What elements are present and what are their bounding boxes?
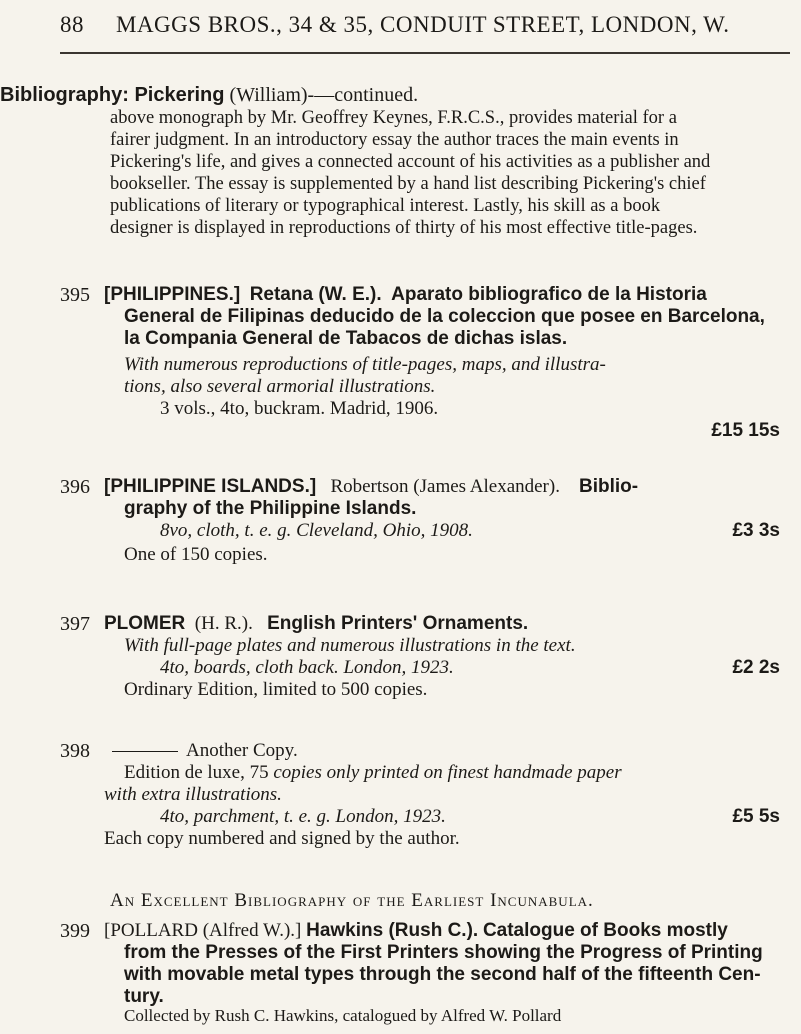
entry-format: 3 vols., 4to, buckram. Madrid, 1906. [160,398,439,419]
text-line: designer is displayed in reproductions of thirty of his most effective title-pages. [110,218,698,238]
text-line: bookseller. The essay is supplemented by a hand list describing Pickering's chief [110,174,706,194]
entry-number: 398 [60,740,90,762]
entry-description: Collected by Rush C. Hawkins, catalogued by Alfred W. Pollard [124,1006,562,1025]
entry-number: 395 [60,284,90,306]
entry-author: Hawkins (Rush C.). [306,920,479,941]
text-line: Pickering's life, and gives a connected account of his activities as a publisher and [110,152,711,172]
entry-number: 396 [60,476,90,498]
entry-description: Edition de luxe, 75 [124,762,269,783]
entry-399-description [60,1006,790,1034]
entry-description: With numerous reproductions of title-pages, maps, and illustra- [124,354,606,375]
entry-title: Another Copy. [186,740,298,761]
entry-description: tions, also several armorial illustrations. [124,376,436,397]
section-heading: An Excellent Bibliography of the Earliest Incunabula. [110,890,594,911]
entry-title: graphy of the Philippine Islands. [124,498,417,519]
entry-description: with extra illustrations. [104,784,282,805]
entry-lead: [PHILIPPINE ISLANDS.] [104,476,317,497]
entry-title: Catalogue of Books mostly [482,920,728,941]
entry-heading: Bibliography: Pickering [0,84,225,106]
text-line: fairer judgment. In an introductory essay the author traces the main events in [110,130,679,150]
text-line: publications of literary or typographical interest. Lastly, his skill as a book [110,196,661,216]
entry-author: (H. R.). [194,613,253,634]
entry-bibliography-continued [0,84,790,244]
entry-395 [60,284,790,441]
entry-format: 8vo, cloth, t. e. g. Cleveland, Ohio, 1908. [160,520,473,541]
entry-description: With full-page plates and numerous illustrations in the text. [124,635,576,656]
entry-lead: [PHILIPPINES.] [104,284,241,305]
text-line: above monograph by Mr. Geoffrey Keynes, F.R.C.S., provides material for a [110,108,677,128]
entry-price: £2 2s [732,657,780,678]
entry-format: 4to, boards, cloth back. London, 1923. [160,657,454,678]
entry-number: 397 [60,613,90,635]
entry-title: Aparato bibliografico de la Historia [391,284,707,305]
publisher-line: MAGGS BROS., 34 & 35, CONDUIT STREET, LONDON, W. [116,12,730,37]
entry-author: Robertson (James Alexander). [330,476,560,497]
entry-price: £3 3s [732,520,780,541]
entry-title: from the Presses of the First Printers showing the Progress of Printing [124,942,763,963]
entry-title: Biblio- [578,476,639,497]
entry-number: 399 [60,920,90,942]
entry-description: copies only printed on finest handmade paper [273,762,622,783]
entry-title: English Printers' Ornaments. [267,613,529,634]
page-number: 88 [60,12,84,37]
entry-lead: [POLLARD (Alfred W.).] [104,920,302,941]
entry-title: la Compania General de Tabacos de dichas islas. [124,328,568,349]
entry-title: with movable metal types through the second half of the fifteenth Cen- [124,964,761,985]
entry-note: Each copy numbered and signed by the author. [104,828,460,849]
entry-note: Ordinary Edition, limited to 500 copies. [124,679,428,700]
running-header [60,12,760,38]
entry-price: £15 15s [711,420,780,441]
entry-format: 4to, parchment, t. e. g. London, 1923. [160,806,446,827]
entry-lead: PLOMER [104,613,186,634]
entry-note: One of 150 copies. [124,544,268,565]
header-rule [60,52,790,54]
entry-398 [60,740,790,849]
entry-title: tury. [124,986,164,1007]
entry-title: General de Filipinas deducido de la coleccion que posee en Barcelona, [124,306,765,327]
entry-author: Retana (W. E.). [249,284,382,305]
entry-author: (William)-—continued. [229,84,419,106]
entry-397 [60,613,790,713]
ditto-dash [112,751,178,752]
entry-396 [60,476,790,576]
entry-price: £5 5s [732,806,780,827]
